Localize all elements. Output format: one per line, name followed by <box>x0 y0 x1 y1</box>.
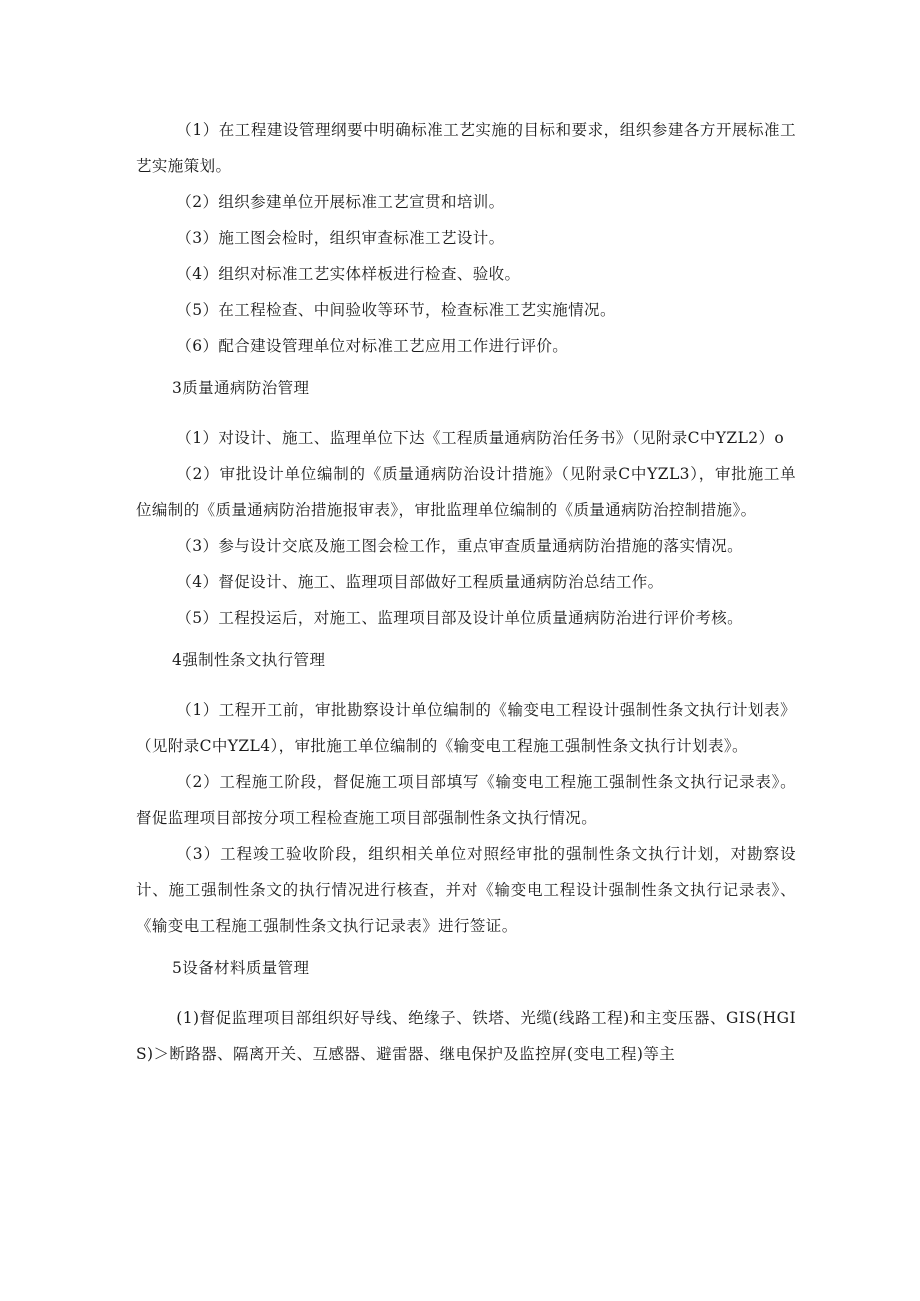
s2-item-6: （6）配合建设管理单位对标准工艺应用工作进行评价。 <box>176 337 569 355</box>
section-5-heading: 5设备材料质量管理 <box>172 959 310 977</box>
s2-item-3: （3）施工图会检时，组织审查标准工艺设计。 <box>176 229 505 247</box>
s2-item-4: （4）组织对标准工艺实体样板进行检查、验收。 <box>176 265 521 283</box>
s3-item-5: （5）工程投运后，对施工、监理项目部及设计单位质量通病防治进行评价考核。 <box>176 609 744 627</box>
s2-item-2: （2）组织参建单位开展标准工艺宣贯和培训。 <box>176 193 505 211</box>
s4-item-2: （2）工程施工阶段，督促施工项目部填写《输变电工程施工强制性条文执行记录表》。督促监理项目部按分项工程检查施工项目部强制性条文执行情况。 <box>136 773 796 827</box>
s2-item-1: （1）在工程建设管理纲要中明确标准工艺实施的目标和要求，组织参建各方开展标准工艺实施策划。 <box>136 121 796 175</box>
s2-item-5: （5）在工程检查、中间验收等环节，检查标准工艺实施情况。 <box>176 301 616 319</box>
s3-item-1: （1）对设计、施工、监理单位下达《工程质量通病防治任务书》（见附录C中YZL2）o <box>176 429 785 447</box>
section-3-heading: 3质量通病防治管理 <box>172 379 310 397</box>
s3-item-3: （3）参与设计交底及施工图会检工作，重点审查质量通病防治措施的落实情况。 <box>176 537 744 555</box>
s3-item-4: （4）督促设计、施工、监理项目部做好工程质量通病防治总结工作。 <box>176 573 664 591</box>
document-page <box>136 112 796 1072</box>
s3-item-2: （2）审批设计单位编制的《质量通病防治设计措施》（见附录C中YZL3），审批施工单位编制的《质量通病防治措施报审表》，审批监理单位编制的《质量通病防治控制措施》。 <box>136 465 796 519</box>
s4-item-3: （3）工程竣工验收阶段，组织相关单位对照经审批的强制性条文执行计划，对勘察设计、施工强制性条文的执行情况进行核查，并对《输变电工程设计强制性条文执行记录表》、《输变电工程施工强制性条文执行记录表》进行签证。 <box>136 845 796 935</box>
section-4-heading: 4强制性条文执行管理 <box>172 651 326 669</box>
s5-item-1: (1)督促监理项目部组织好导线、绝缘子、铁塔、光缆(线路工程)和主变压器、GIS(HGIS)＞断路器、隔离开关、互感器、避雷器、继电保护及监控屏(变电工程)等主 <box>136 1009 796 1063</box>
s4-item-1: （1）工程开工前，审批勘察设计单位编制的《输变电工程设计强制性条文执行计划表》（见附录C中YZL4），审批施工单位编制的《输变电工程施工强制性条文执行计划表》。 <box>136 701 796 755</box>
